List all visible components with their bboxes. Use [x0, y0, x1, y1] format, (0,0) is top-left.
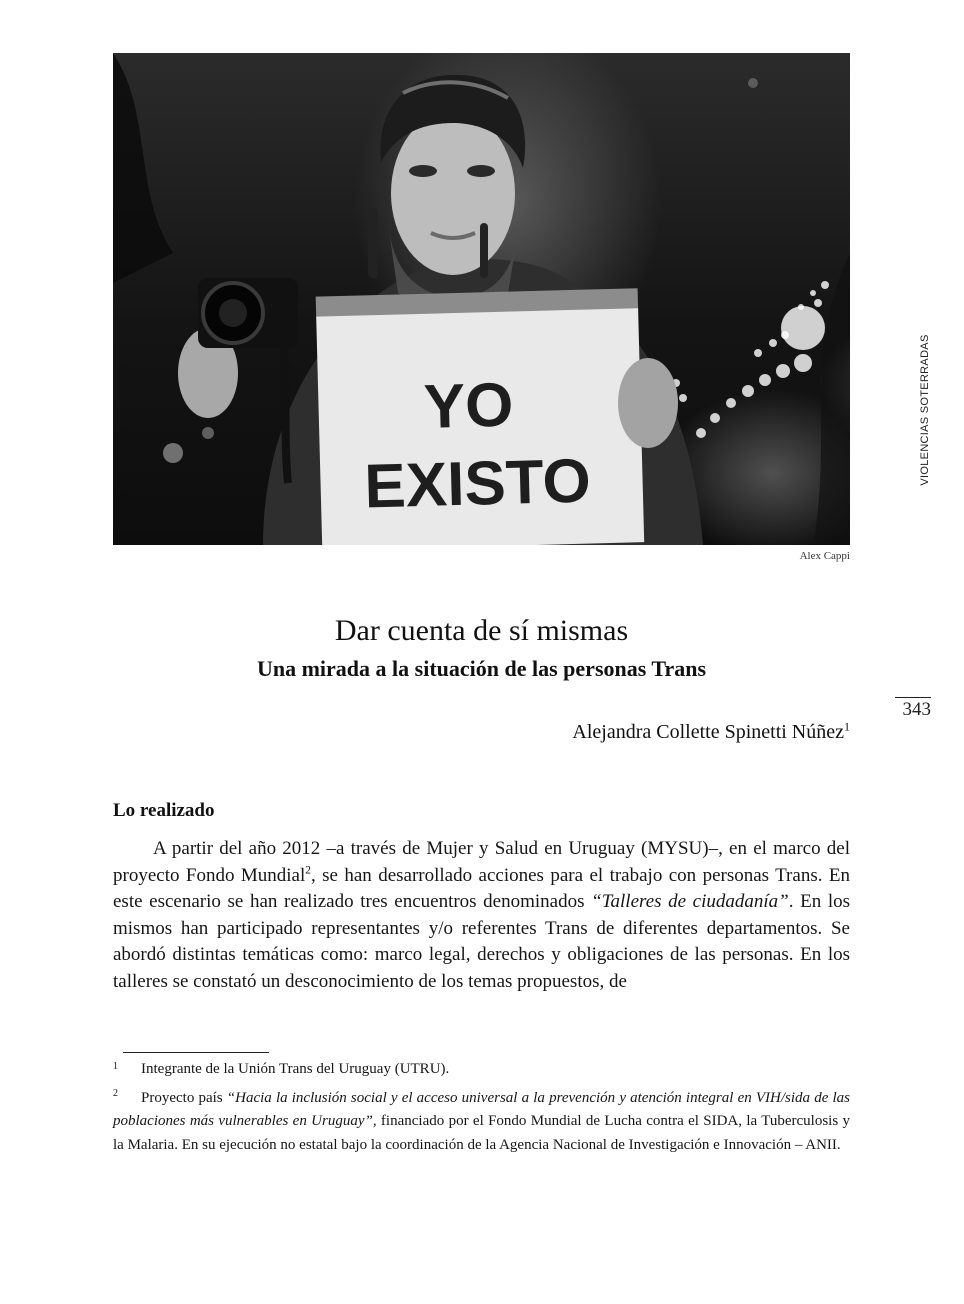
photo-credit: Alex Cappi	[799, 550, 850, 562]
footnote-2	[113, 1082, 850, 1158]
footnote-text: Integrante de la Unión Trans del Uruguay (UTRU).	[141, 1061, 450, 1077]
footnote-prefix: Proyecto país	[141, 1089, 227, 1106]
page-number: 343	[895, 697, 931, 721]
body-text	[113, 836, 850, 995]
footnote-text: financiado por el Fondo Mundial de Lucha contra el SIDA, la Tuberculosis y la Malaria. En su ejecución no estatal bajo la coordinación de la Agencia Nacional de Investigación e Innovación – ANII.	[113, 1113, 851, 1153]
author-footnote-ref: 1	[844, 719, 850, 734]
sign-line-1: YO	[422, 370, 515, 442]
sign-line-2: EXISTO	[363, 446, 592, 522]
footnote-mark: 1	[113, 1061, 118, 1072]
photo-illustration	[113, 53, 850, 545]
footnote-mark: 2	[113, 1087, 118, 1099]
footnotes	[113, 1058, 850, 1157]
side-running-head	[918, 330, 932, 490]
paragraph-text-4: . En los mismos han participado representantes y/o referentes Trans de diferentes departamentos. Se abordó distintas temáticas como: marco legal, derechos y obligaciones de las personas. En los talleres se constató un desconocimiento de los temas propuestos, de	[113, 891, 851, 992]
paragraph-italic: “Talleres de ciudadanía”	[591, 891, 789, 912]
acronym: MYSU	[647, 838, 703, 859]
author-name: Alejandra Collette Spinetti Núñez	[572, 721, 844, 743]
author-line	[572, 721, 850, 744]
paragraph-text-1: A partir del año 2012 –a través de Mujer y Salud en Uruguay (	[153, 838, 648, 859]
footnote-rule	[123, 1052, 269, 1053]
article-subtitle: Una mirada a la situación de las personas Trans	[256, 656, 707, 681]
footnote-ref-2: 2	[305, 864, 311, 877]
section-heading: Lo realizado	[113, 800, 215, 821]
footnote-1	[113, 1058, 850, 1082]
paragraph	[113, 836, 850, 995]
footnote-italic: “Hacia la inclusión social y el acceso universal a la prevención y atención integral en VIH/sida de las poblaciones más vulnerables en Uruguay”,	[113, 1089, 851, 1129]
article-title: Dar cuenta de sí mismas	[334, 614, 629, 647]
side-running-head-label: VIOLENCIAS SOTERRADAS	[919, 334, 931, 486]
cover-photo	[113, 53, 850, 545]
paragraph-text-3: , se han desarrollado acciones para el trabajo con personas Trans. En este escenario se han realizado tres encuentros denominados	[113, 864, 850, 912]
paragraph-text-2: )–, en el marco del proyecto Fondo Mundial	[113, 838, 851, 886]
